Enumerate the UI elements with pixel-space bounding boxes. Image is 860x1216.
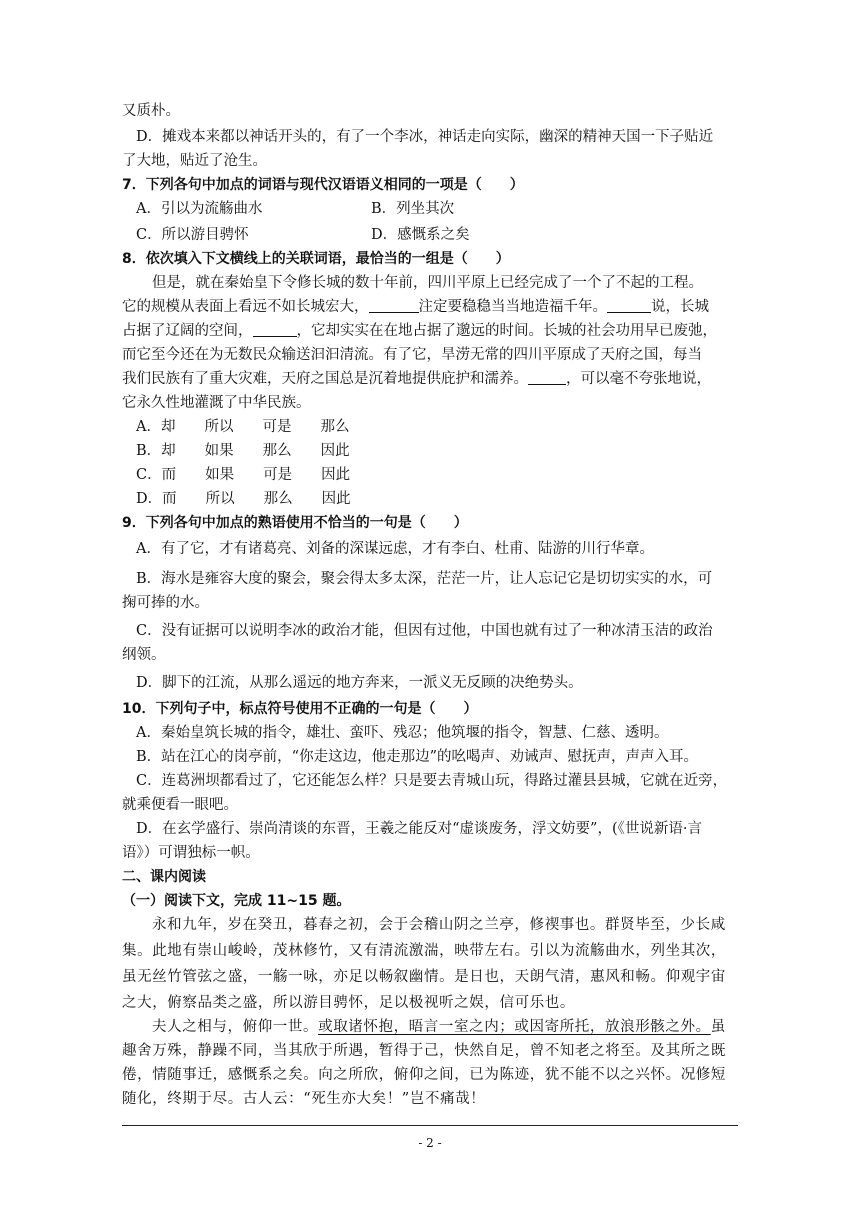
q9-option-c: C．没有证据可以说明李冰的政治才能，但因有过他，中国也就有过了一种冰清玉洁的政治 [136,623,713,639]
q8-option-a: A．却 所以 可是 那么 [136,419,350,435]
q7-option-a: A．引以为流觞曲水 [136,201,263,217]
q9-option-d: D．脚下的江流，从那么遥远的地方奔来，一派义无反顾的决绝势头。 [136,675,583,691]
q8-option-c: C．而 如果 可是 因此 [136,467,351,483]
q10-option-a: A．秦始皇筑长城的指令，雄壮、蛮吓、残忍；他筑堰的指令，智慧、仁慈、透明。 [136,725,669,741]
passage-line: 但是，就在秦始皇下令修长城的数十年前，四川平原上已经完成了一个了不起的工程。 [152,275,703,291]
passage-segment: 占据了辽阔的空间， [122,323,253,339]
classical-passage-line: 趣舍万殊，静躁不同，当其欣于所遇，暂得于己，快然自足，曾不知老之将至。及其所之既 [122,1043,726,1059]
classical-passage-line: 之大，俯察品类之盛，所以游目骋怀，足以极视听之娱，信可乐也。 [122,995,575,1011]
passage-segment: 注定要稳稳当当地造福千年。 [418,299,607,315]
passage-segment: 说，长城 [651,299,709,315]
footer-rule [122,1125,738,1126]
q10-option-c: C．连葛洲坝都看过了，它还能怎么样？只是要去青城山玩，得路过灌县县城，它就在近旁， [136,773,728,789]
passage-line: 它永久性地灌溉了中华民族。 [122,395,311,411]
classical-passage-line: 集。此地有崇山峻岭，茂林修竹，又有清流激湍，映带左右。引以为流觞曲水，列坐其次， [122,943,726,959]
passage-segment: 我们民族有了重大灾难，天府之国总是沉着地提供庇护和濡养。 [122,371,528,387]
fill-blank-3 [253,322,297,337]
passage-segment: 它的规模从表面上看远不如长城宏大， [122,299,369,315]
q10-option-d: D．在玄学盛行、崇尚清谈的东晋，王羲之能反对“虚谈废务，浮文妨要”，(《世说新语·言 [136,821,702,837]
text-line: 语》）可谓独标一帜。 [122,845,260,861]
option-d-line: D．摊戏本来都以神话开头的，有了一个李冰，神话走向实际，幽深的精神天国一下子贴近 [136,129,714,145]
classical-passage-line: 虽无丝竹管弦之盛，一觞一咏，亦足以畅叙幽情。是日也，天朗气清，惠风和畅。仰观宇宙 [122,969,726,985]
q10-option-b: B．站在江心的岗亭前，“你走这边，他走那边”的吆喝声、劝诫声、慰抚声，声声入耳。 [136,749,698,765]
classical-passage-line: 倦，情随事迁，感慨系之矣。向之所欣，俯仰之间，已为陈迹，犹不能不以之兴怀。况修短 [122,1067,726,1083]
question-10: 10．下列句子中，标点符号使用不正确的一句是（ ） [122,701,478,717]
q9-option-a: A．有了它，才有诸葛亮、刘备的深谋远虑，才有李白、杜甫、陆游的川行华章。 [136,541,654,557]
subsection-heading: （一）阅读下文，完成 11~15 题。 [122,893,351,909]
q7-options-row-1 [136,198,262,220]
question-7: 7．下列各句中加点的词语与现代汉语语义相同的一项是（ ） [122,177,524,193]
section-heading: 二、课内阅读 [122,869,206,885]
passage-line-with-blanks [122,296,709,318]
q7-option-c: C．所以游目骋怀 [136,227,249,243]
passage-segment: ，它却实实在在地占据了邈远的时间。长城的社会功用早已废弛， [296,323,717,339]
page-number: - 2 - [418,1136,442,1150]
classical-passage-line [152,1016,726,1038]
passage-segment: 夫人之相与，俯仰一世。 [152,1019,319,1035]
q7-option-b: B．列坐其次 [371,201,455,217]
passage-line: 而它至今还在为无数民众输送汩汩清流。有了它，旱涝无常的四川平原成了天府之国，每当 [122,347,702,363]
question-8: 8．依次填入下文横线上的关联词语，最恰当的一组是（ ） [122,251,510,267]
underlined-sentence: 或取诸怀抱，晤言一室之内；或因寄所托，放浪形骸之外。 [318,1019,711,1035]
text-line: 掬可捧的水。 [122,595,209,611]
q7-option-d: D．感慨系之矣 [371,227,470,243]
fill-blank-4 [528,370,566,385]
text-line: 纲领。 [122,647,166,663]
text-line: 又质朴。 [122,103,180,119]
text-line: 了大地，贴近了沧生。 [122,153,267,169]
passage-line-with-blanks [122,320,717,342]
text-line: 就乘便看一眼吧。 [122,797,238,813]
passage-segment: 虽 [710,1019,726,1035]
q8-option-d: D．而 所以 那么 因此 [136,491,351,507]
classical-passage-line: 随化，终期于尽。古人云：“死生亦大矣！”岂不痛哉！ [122,1091,486,1107]
fill-blank-2 [607,298,651,313]
q8-option-b: B．却 如果 那么 因此 [136,443,350,459]
q9-option-b: B．海水是雍容大度的聚会，聚会得太多太深，茫茫一片，让人忘记它是切切实实的水，可 [136,571,713,587]
classical-passage-line: 永和九年，岁在癸丑，暮春之初，会于会稽山阴之兰亭，修禊事也。群贤毕至，少长咸 [152,917,726,933]
passage-segment: ，可以毫不夸张地说， [566,371,711,387]
fill-blank-1 [369,298,419,313]
question-9: 9．下列各句中加点的熟语使用不恰当的一句是（ ） [122,515,468,531]
passage-line-with-blanks [122,368,711,390]
